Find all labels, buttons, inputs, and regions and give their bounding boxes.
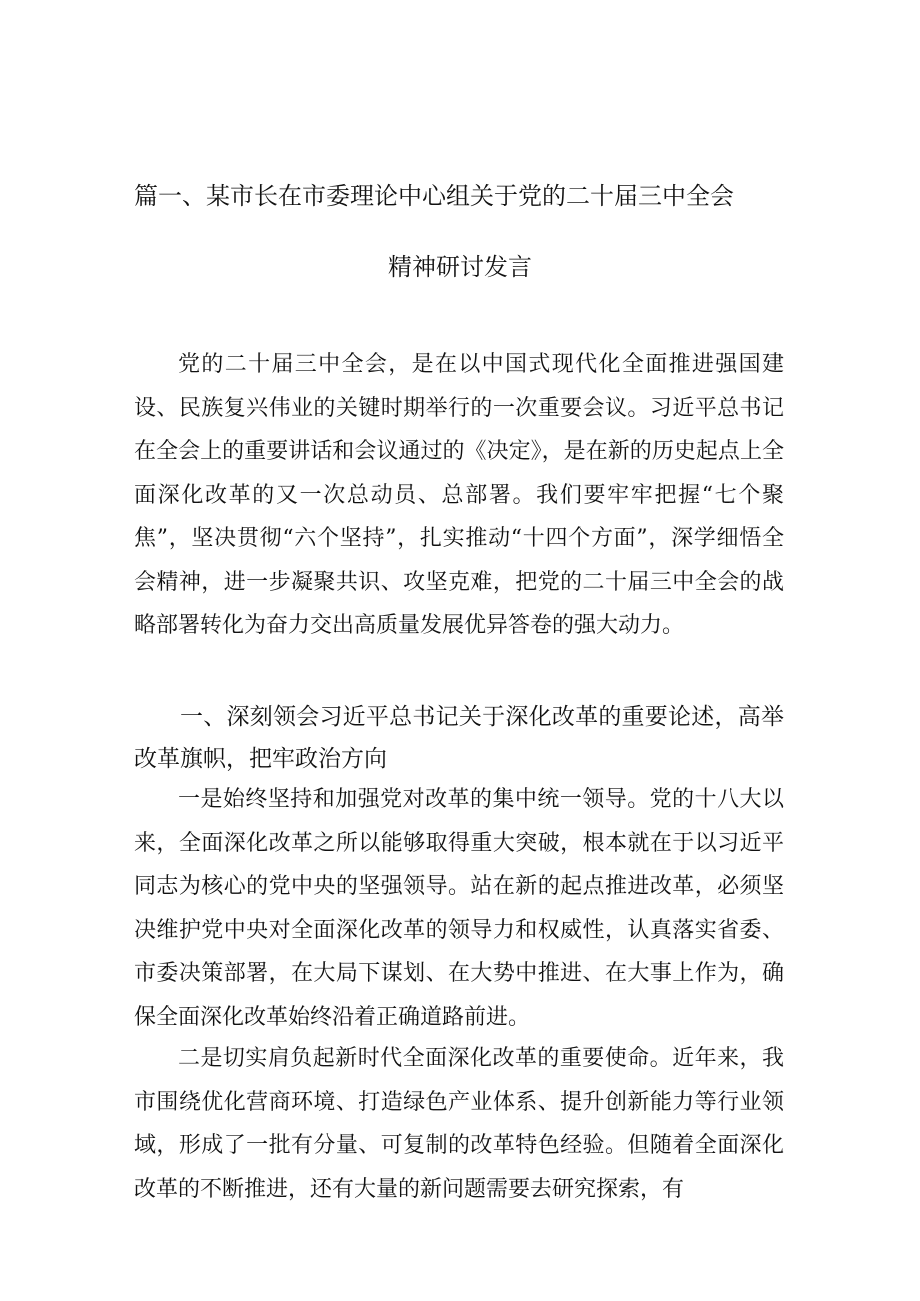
intro-paragraph: 党的二十届三中全会，是在以中国式现代化全面推进强国建设、民族复兴伟业的关键时期举行的一次重要会议。习近平总书记在全会上的重要讲话和会议通过的《决定》，是在新的历史起点上全面深化改革的又一次总动员、总部署。我们要牢牢把握“七个聚焦”，坚决贯彻“六个坚持”，扎实推动“十四个方面”，深学细悟全会精神，进一步凝聚共识、攻坚克难，把党的二十届三中全会的战略部署转化为奋力交出高质量发展优异答卷的强大动力。 xyxy=(134,352,784,638)
section-paragraph-1: 一是始终坚持和加强党对改革的集中统一领导。党的十八大以来，全面深化改革之所以能够取得重大突破，根本就在于以习近平同志为核心的党中央的坚强领导。站在新的起点推进改革，必须坚决维护党中央对全面深化改革的领导力和权威性，认真落实省委、市委决策部署，在大局下谋划、在大势中推进、在大事上作为，确保全面深化改革始终沿着正确道路前进。 xyxy=(134,787,784,1030)
document-title-line-1: 篇一、某市长在市委理论中心组关于党的二十届三中全会 xyxy=(134,182,734,210)
section-heading: 一、深刻领会习近平总书记关于深化改革的重要论述，高举改革旗帜，把牢政治方向 xyxy=(134,704,784,772)
document-title-line-2: 精神研讨发言 xyxy=(388,253,532,281)
section-paragraph-2: 二是切实肩负起新时代全面深化改革的重要使命。近年来，我市围绕优化营商环境、打造绿色产业体系、提升创新能力等行业领域，形成了一批有分量、可复制的改革特色经验。但随着全面深化改革的不断推进，还有大量的新问题需要去研究探索，有 xyxy=(134,1046,784,1202)
